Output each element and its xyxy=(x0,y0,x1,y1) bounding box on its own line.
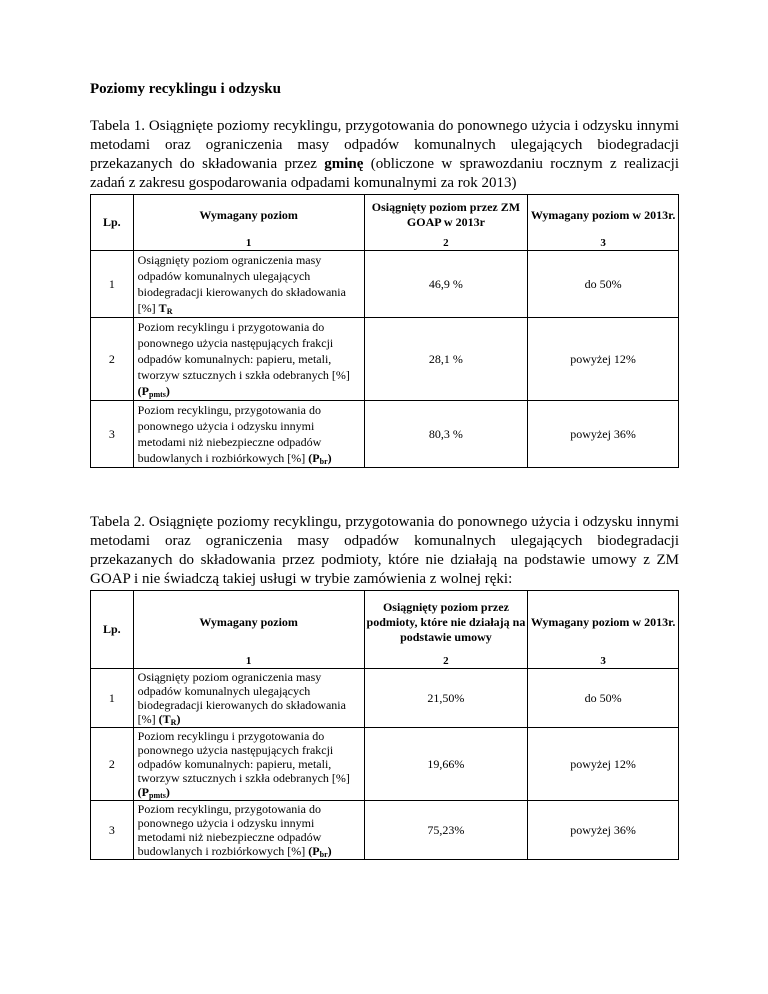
table2-row2-achieved: 19,66% xyxy=(364,728,528,801)
table1-row3-target: powyżej 36% xyxy=(528,401,679,468)
table1-colnum-3: 3 xyxy=(528,236,679,251)
table1-row3-achieved: 80,3 % xyxy=(364,401,528,468)
table2-header-achieved: Osiągnięty poziom przez podmioty, które nie działają na podstawie umowy xyxy=(364,591,528,654)
table2-row3-target: powyżej 36% xyxy=(528,801,679,860)
table1-caption-text-end: (obliczone w sprawozdaniu rocznym z realizacji zadań z zakresu gospodarowania odpadami komunalnymi za rok 2013) xyxy=(90,156,680,191)
table1-row1-desc: Osiągnięty poziom ograniczenia masy odpadów komunalnych ulegających biodegradacji kierowanych do składowania [%] $T_R$ xyxy=(133,251,364,318)
table1-caption-text: Tabela 1. Osiągnięte poziomy recyklingu, przygotowania do ponownego użycia i odzysku innymi metodami oraz ograniczenia masy odpadów komunalnych ulegających biodegradacji przekazanych do składowania przez xyxy=(90,118,679,172)
table1-row3-lp: 3 xyxy=(91,401,134,468)
table2-row1-achieved: 21,50% xyxy=(364,669,528,728)
table1-colnum-2: 2 xyxy=(364,236,528,251)
table2-row3-lp: 3 xyxy=(91,801,134,860)
table1 xyxy=(90,194,679,468)
table-row xyxy=(91,669,679,728)
table-row xyxy=(91,401,679,468)
table1-caption xyxy=(90,117,679,193)
table2-colnum-1: 1 xyxy=(133,654,364,669)
table2-row1-lp: 1 xyxy=(91,669,134,728)
table1-row2-achieved: 28,1 % xyxy=(364,318,528,401)
table1-row1-target: do 50% xyxy=(528,251,679,318)
table2-row3-desc: Poziom recyklingu, przygotowania do ponownego użycia i odzysku innymi metodami niż niebezpieczne odpadów budowlanych i rozbiórkowych [%] $(P_{br})$ xyxy=(133,801,364,860)
page-heading: Poziomy recyklingu i odzysku xyxy=(90,81,281,97)
table2-caption: Tabela 2. Osiągnięte poziomy recyklingu, przygotowania do ponownego użycia i odzysku innymi metodami oraz ograniczenia masy odpadów komunalnych ulegających biodegradacji przekazanych do składowania przez podmioty, które nie działają na podstawie umowy z ZM GOAP i nie świadczą takiej usługi w trybie zamówienia z wolnej ręki: xyxy=(90,514,679,587)
table1-header-target: Wymagany poziom w 2013r. xyxy=(528,195,679,236)
table2 xyxy=(90,590,679,860)
table1-row1-achieved: 46,9 % xyxy=(364,251,528,318)
table2-header-required: Wymagany poziom xyxy=(133,591,364,654)
table2-row3-achieved: 75,23% xyxy=(364,801,528,860)
table1-row2-lp: 2 xyxy=(91,318,134,401)
table1-caption-bold: gminę xyxy=(324,156,364,172)
table2-colnum-3: 3 xyxy=(528,654,679,669)
table2-header-lp: Lp. xyxy=(91,591,134,669)
table-row xyxy=(91,318,679,401)
table2-row1-target: do 50% xyxy=(528,669,679,728)
table-row xyxy=(91,801,679,860)
table-row xyxy=(91,251,679,318)
table1-row2-target: powyżej 12% xyxy=(528,318,679,401)
table1-header-achieved: Osiągnięty poziom przez ZM GOAP w 2013r xyxy=(364,195,528,236)
table-row xyxy=(91,728,679,801)
table2-row1-desc: Osiągnięty poziom ograniczenia masy odpadów komunalnych ulegających biodegradacji kierowanych do składowania [%] $(T_R)$ xyxy=(133,669,364,728)
table2-row2-target: powyżej 12% xyxy=(528,728,679,801)
table1-header-required: Wymagany poziom xyxy=(133,195,364,236)
table1-row3-desc: Poziom recyklingu, przygotowania do ponownego użycia i odzysku innymi metodami niż niebezpieczne odpadów budowlanych i rozbiórkowych [%] $(P_{br})$ xyxy=(133,401,364,468)
table2-header-target: Wymagany poziom w 2013r. xyxy=(528,591,679,654)
table1-colnum-1: 1 xyxy=(133,236,364,251)
table2-colnum-2: 2 xyxy=(364,654,528,669)
table2-row2-desc: Poziom recyklingu i przygotowania do ponownego użycia następujących frakcji odpadów komunalnych: papieru, metali, tworzyw sztucznych i szkła odebranych [%] $(P_{pmts})$ xyxy=(133,728,364,801)
table2-row2-lp: 2 xyxy=(91,728,134,801)
table1-row2-desc: Poziom recyklingu i przygotowania do ponownego użycia następujących frakcji odpadów komunalnych: papieru, metali, tworzyw sztucznych i szkła odebranych [%] $(P_{pmts})$ xyxy=(133,318,364,401)
table1-row1-lp: 1 xyxy=(91,251,134,318)
table1-header-lp: Lp. xyxy=(91,195,134,251)
